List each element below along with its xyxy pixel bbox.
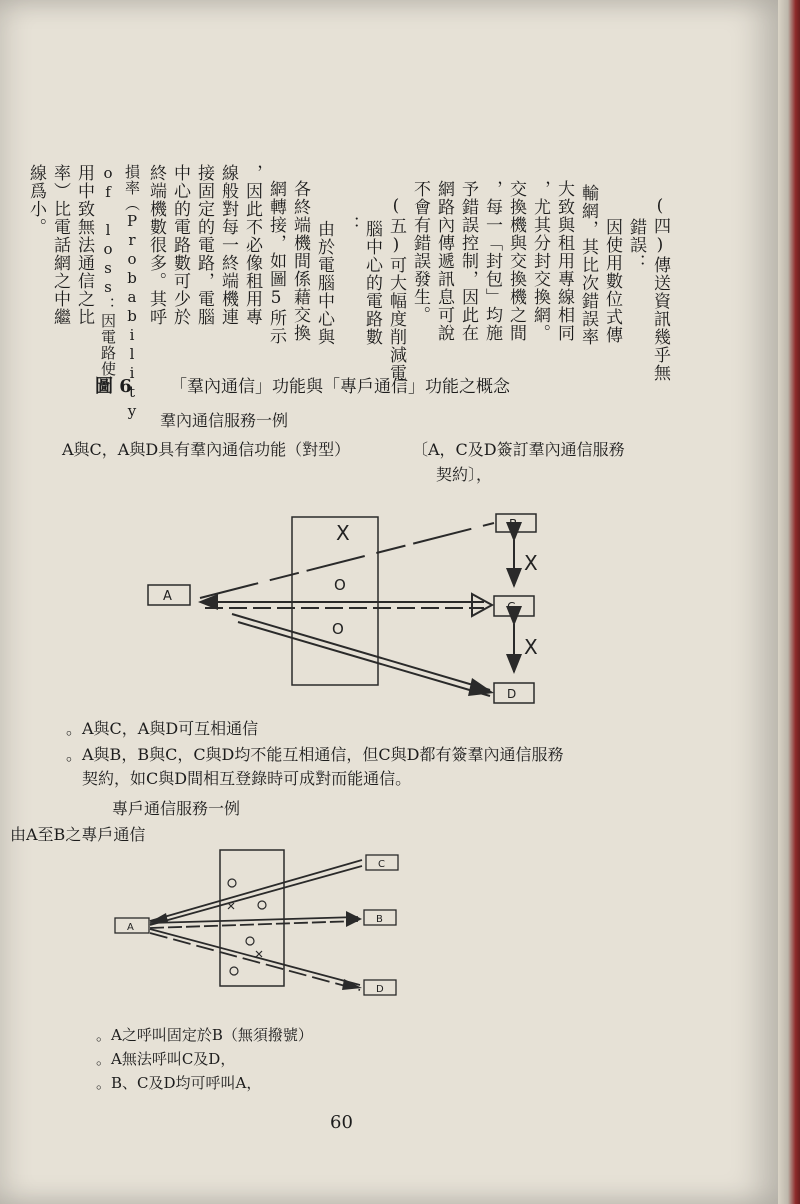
vertical-text-column: ，尤其分封交換網。 — [530, 180, 550, 342]
terminal-label: B — [376, 914, 383, 925]
dedicated-communication-diagram — [0, 845, 778, 1005]
section-intro: A與C，A與D具有羣內通信功能（對型） — [62, 440, 351, 459]
terminal-b — [496, 514, 536, 532]
network-box — [220, 850, 284, 986]
vertical-text-column: 網路內傳遞訊息可說 — [434, 180, 454, 342]
arrow-to-b — [346, 911, 362, 927]
terminal-c — [494, 596, 534, 616]
mark: X — [524, 635, 538, 659]
vertical-text-column: (四)傳送資訊幾乎無 — [650, 196, 670, 382]
terminal-label: B — [509, 517, 518, 531]
figure-number: 圖 6 — [95, 376, 132, 397]
vertical-text-column: ，每一「封包」均施 — [482, 180, 502, 342]
vertical-text-column: (五)可大幅度削減電 — [386, 196, 406, 382]
vertical-text-column: 各終端機間係藉交換 — [290, 180, 310, 342]
section-heading: 羣內通信服務一例 — [160, 411, 289, 430]
bullet: 。B、C及D均可呼叫A， — [96, 1074, 262, 1092]
vertical-text-column: 接固定的電路，電腦 — [194, 164, 214, 326]
vertical-text-column: 線爲小。 — [26, 164, 46, 236]
terminal-label: A — [163, 589, 172, 604]
vertical-text-column: 交換機與交換機之間 — [506, 180, 526, 342]
group-communication-diagram — [0, 490, 778, 720]
figure-title: 「羣內通信」功能與「專戶通信」功能之概念 — [170, 377, 510, 397]
terminal-b — [364, 910, 396, 925]
terminal-c — [366, 855, 398, 870]
vertical-text-column: 大致與租用專線相同 — [554, 180, 574, 342]
bullet: 契約，如C與D間相互登錄時可成對而能通信。 — [82, 769, 412, 788]
terminal-label: C — [507, 600, 516, 614]
terminal-a — [115, 918, 149, 933]
section-intro: 〔A，C及D簽訂羣內通信服務 — [412, 440, 625, 459]
book-edge — [778, 0, 800, 1204]
link-a-d — [150, 929, 360, 985]
terminal-d — [364, 980, 396, 995]
terminal-a — [148, 585, 190, 605]
mark: X — [524, 551, 538, 575]
vertical-text-column: 用中致無法通信之比 — [74, 164, 94, 326]
vertical-text-column: 中心的電路數可少於 — [170, 164, 190, 326]
bullet: 。A之呼叫固定於B（無須撥號） — [96, 1026, 313, 1044]
vertical-text-column: 因使用數位式傳 — [602, 218, 622, 344]
arrow-to-d — [468, 678, 494, 696]
arrow-to-c — [472, 594, 492, 616]
mark: X — [336, 521, 350, 545]
terminal-label: D — [507, 687, 517, 701]
vertical-text-column: 輸網，其比次錯誤率 — [578, 184, 598, 346]
section-subheading: 由A至B之專戶通信 — [10, 825, 146, 844]
bullet: 。A無法呼叫C及D， — [96, 1050, 236, 1068]
vertical-text-column: 予錯誤控制，因此在 — [458, 180, 478, 342]
mark: O — [332, 620, 344, 638]
link-a-c — [150, 860, 362, 921]
vertical-text-column: 終端機數很多。其呼 — [146, 164, 166, 326]
section-intro: 契約〕， — [436, 465, 493, 484]
section-heading: 專戶通信服務一例 — [112, 799, 241, 818]
vertical-text-column: 腦中心的電路數 — [362, 220, 382, 346]
terminal-label: D — [376, 984, 384, 995]
vertical-text-column: 線般對每一終端機連 — [218, 164, 238, 326]
vertical-text-column: of loss：因電路使 — [99, 164, 117, 377]
mark: O — [334, 576, 346, 594]
bullet: 。A與B，B與C，C與D均不能互相通信，但C與D都有簽羣內通信服務 — [66, 745, 564, 764]
vertical-text-column: 損率（Probability — [123, 164, 141, 421]
link-a-b — [150, 917, 358, 923]
vertical-text-column: 網轉接，如圖5所示 — [266, 180, 286, 345]
link-a-d — [150, 933, 360, 990]
terminal-d — [494, 683, 534, 703]
vertical-text-column: 錯誤： — [626, 218, 646, 272]
vertical-text-column: 由於電腦中心與 — [314, 220, 334, 346]
vertical-text-column: 不會有錯誤發生。 — [410, 180, 430, 324]
terminal-label: C — [378, 859, 385, 870]
arrow-to-a — [150, 913, 168, 922]
vertical-text-column: ： — [340, 216, 360, 234]
page-number: 60 — [330, 1112, 353, 1133]
link-a-c — [150, 866, 362, 925]
bullet: 。A與C，A與D可互相通信 — [66, 719, 259, 738]
terminal-label: A — [127, 922, 134, 933]
link-a-d — [232, 614, 490, 690]
vertical-text-column: 率）比電話網之中繼 — [50, 164, 70, 326]
vertical-text-column: ，因此不必像租用專 — [242, 164, 262, 326]
